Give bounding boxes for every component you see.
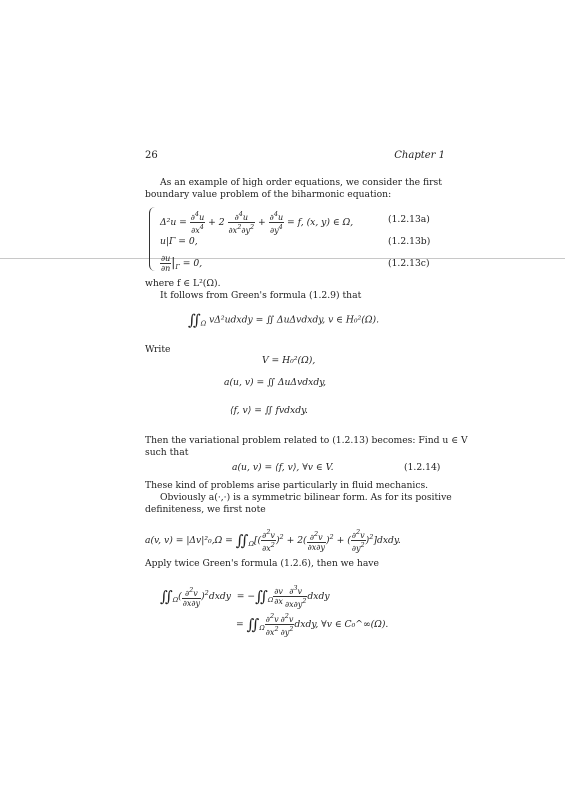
green-eq-text: vΔ²udxdy = ∬ ΔuΔvdxdy, v ∈ H₀²(Ω). [209,314,379,326]
final-line2-tail: dxdy, ∀v ∈ C₀^∞(Ω). [294,619,389,630]
frac-d4u-dy4: $\frac{\partial^4u}{\partial y^4}$ [269,210,284,235]
green-line: It follows from Green's formula (1.2.9) that [160,290,362,301]
page-number: 26 [145,150,158,161]
obviously-line2: definiteness, we first note [145,504,266,515]
apply-line: Apply twice Green's formula (1.2.6), then we have [145,558,379,569]
final-equation-line1: $∬_\Omega$( $\frac{\partial^2v}{\partial x\partial y}$ )$^2$dxdy = $-∬_\Omega$ $\frac{\partial v}{\partial x}$ $\frac{\partial^3v}{\partial x\partial y^2}$ dxdy [160,584,330,609]
variational-equation: a(u, v) = ⟨f, v⟩, ∀v ∈ V. [232,462,334,473]
fluid-line: These kind of problems arise particularly in fluid mechanics. [145,480,429,491]
eq13a-rhs: = f, (x, y) ∈ Ω, [287,217,354,228]
norm-equation: a(v, $v) = |\Delta v|^2_0,\Omega = ∬_\Omega$[( $\frac{\partial^2v}{\partial x^2}$ )$^2$ + 2( $\frac{\partial^2v}{\partial x\partial y}$ )$^2$ + ( $\frac{\partial^2v}{\partial y^2}$ )$^2$]dxdy. [145,528,401,553]
where-line: where f ∈ L²(Ω). [145,278,221,289]
equation-13a: Δ²u = $\frac{\partial^4u}{\partial x^4}$ + 2 $\frac{\partial^4u}{\partial x^2\partial y^2}$ + $\frac{\partial^4u}{\partial y^4}$ = f, (x, y) ∈ Ω, [160,210,354,235]
scan-artifact-line [0,258,565,259]
equation-13b: u|Γ = 0, [160,236,198,247]
frac-du-dn: $\frac{\partial u}{\partial n}$ [161,254,171,273]
tag-13b: (1.2.13b) [388,236,431,247]
variational-line1: Then the variational problem related to (1.2.13) becomes: Find u ∈ V [145,435,468,446]
green-equation: $∬_\Omega$ vΔ²udxdy = ∬ ΔuΔvdxdy, v ∈ H₀²(Ω). [188,311,379,329]
norm-eq-lhs: a(v, v) = |Δv|²₀,Ω = [145,535,233,546]
definition-a: a(u, v) = ∬ ΔuΔvdxdy, [224,377,327,388]
write-line: Write [145,344,171,355]
frac-d4u-dx4: $\frac{\partial^4u}{\partial x^4}$ [190,210,205,235]
tag-13c: (1.2.13c) [388,258,430,269]
definition-f: ⟨f, v⟩ = ∬ fvdxdy. [230,405,308,416]
para1-line1: As an example of high order equations, we consider the first [160,177,442,188]
final-line1-tail: dxdy [307,591,330,602]
tag-13a: (1.2.13a) [388,214,430,225]
system-brace [149,207,156,271]
para1-line2: boundary value problem of the biharmonic equation: [145,189,392,200]
eq13a-lhs: Δ²u = [160,217,187,228]
norm-eq-tail: ]dxdy. [373,535,401,546]
chapter-title: Chapter 1 [394,150,445,161]
obviously-line1: Obviously a(·,·) is a symmetric bilinear form. As for its positive [160,492,452,503]
frac-d4u-dx2dy2: $\frac{\partial^4u}{\partial x^2\partial y^2}$ [228,210,255,235]
tag-14: (1.2.14) [404,462,441,473]
eq13c-rhs: = 0, [182,258,203,269]
equation-13c: $\frac{\partial u}{\partial n}$ $|_\Gamma = 0$, [161,254,203,273]
definition-V: V = H₀²(Ω), [262,355,316,366]
variational-line2: such that [145,447,189,458]
final-equation-line2: = $∬_\Omega$ $\frac{\partial^2v}{\partial x^2}$ $\frac{\partial^2v}{\partial y^2}$ dxdy, ∀v ∈ C₀^∞(Ω). [236,612,389,637]
double-integral-symbol: ∬ [188,311,201,329]
